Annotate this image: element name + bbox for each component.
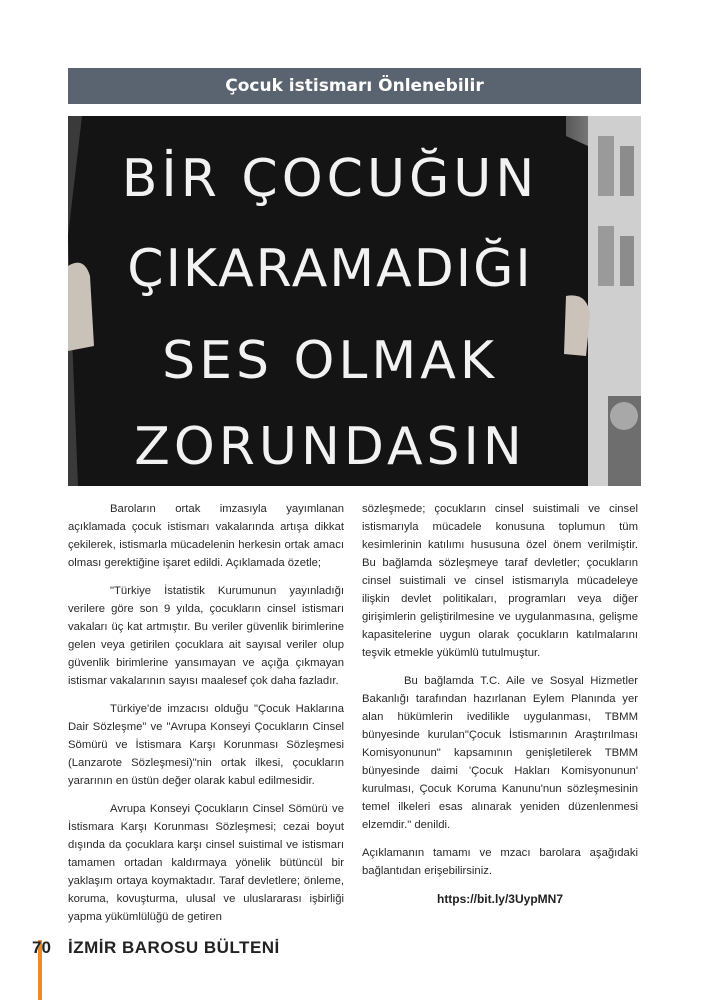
paragraph-lanzarote: Avrupa Konseyi Çocukların Cinsel Sömürü ve İstismara Karşı Korunması Sözleşmesi; cezai boyut dışında da çocuklara karşı cinsel suistimal ve istismarı tamamen ortadan kaldırmaya yönelik bütüncül bir yaklaşım ortaya koymaktadır. Taraf devletlere; önleme, koruma, kovuşturma, ulusal ve uluslararası işbirliği yapma yükümlülüğü de getiren: [68, 803, 344, 923]
bystander-head: [610, 402, 638, 430]
paragraph-continued: sözleşmede; çocukların cinsel suistimali ve cinsel istismarıyla mücadele konusuna toplumun tüm kesimlerinin katılımı hususuna özel önem verilmiştir. Bu bağlamda sözleşmeye taraf devletler; çocukların cinsel suistimali ve cinsel istismarıyla mücadeleye ilişkin devlet politikaları, programları veya diğer girişimlerin geliştirilmesine ve uygulanmasına, gelişme kapasitelerine uygun olarak çocukların katılmalarını teşvik etmekle yükümlü tutulmuştur.: [362, 503, 638, 659]
paragraph-closing: Açıklamanın tamamı ve mzacı barolara aşağıdaki bağlantıdan erişebilirsiniz.: [362, 847, 638, 877]
article-title-bar: [68, 68, 641, 104]
paragraph-conventions: Türkiye'de imzacısı olduğu "Çocuk Haklarına Dair Sözleşme" ve "Avrupa Konseyi Çocukların Cinsel Sömürü ve İstismara Karşı Korunması Sözleşmesi (Lanzarote Sözleşmesi)"nin ortak ilkesi, çocukların yararının en üstün değer olarak kabul edilmesidir.: [68, 703, 344, 787]
right-hand: [564, 295, 590, 356]
page-number: 70: [32, 938, 51, 957]
sign-line-3: SES OLMAK: [162, 331, 498, 391]
paragraph-action-plan: Bu bağlamda T.C. Aile ve Sosyal Hizmetler Bakanlığı tarafından hazırlanan Eylem Planında yer alan hükümlerin ivedilikle uygulanması, TBMM bünyesinde kurulan"Çocuk İstismarının Araştırılması Komisyonunun" kapsamının genişletilerek TBMM bünyesinde daimi 'Çocuk Hakları Komisyonunun' kurulması, Çocuk Koruma Kanunu'nun sözleşmesinin temel ilkeleri esas alınarak yeniden düzenlenmesi elzemdir." denildi.: [362, 675, 638, 831]
paragraph-intro: Baroların ortak imzasıyla yayımlanan açıklamada çocuk istismarı vakalarında artışa dikkat çekilerek, istismarla mücadelenin herkesin ortak amacı olması gerektiğine işaret edildi. Açıklamada özetle;: [68, 503, 344, 569]
statement-link[interactable]: https://bit.ly/3UypMN7: [436, 892, 563, 906]
sign-line-4: ZORUNDASIN: [134, 417, 526, 477]
sign-line-2: ÇIKARAMADIĞI: [127, 239, 533, 299]
article-column-left: [68, 500, 344, 936]
protest-photo: [68, 116, 641, 486]
article-column-right: [362, 500, 638, 918]
page-footer: [0, 938, 707, 1000]
protest-sign-illustration: [68, 116, 641, 486]
publication-name: İZMİR BAROSU BÜLTENİ: [68, 938, 280, 957]
article-title: Çocuk istismarı Önlenebilir: [225, 76, 484, 96]
sign-line-1: BİR ÇOCUĞUN: [121, 149, 539, 209]
paragraph-statistics: "Türkiye İstatistik Kurumunun yayınladığı verilere göre son 9 yılda, çocukların cinsel istismarı vakaları üç kat artmıştır. Bu veriler güvenlik birimlerine gelen veya getirilen çocuklara ait sayısal veriler olup güvenlik birimlerine yansımayan ve açığa çıkmayan istismar vakalarının sayısı maalesef çok daha fazladır.: [68, 585, 344, 687]
